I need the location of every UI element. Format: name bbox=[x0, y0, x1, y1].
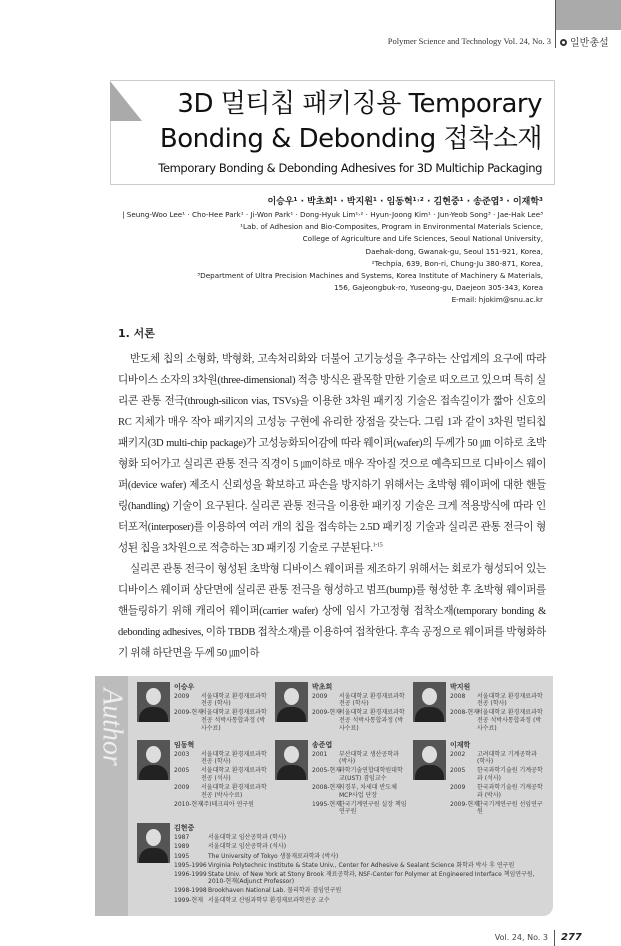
author-record bbox=[174, 897, 545, 905]
author-profiles-wide bbox=[137, 823, 545, 905]
record-year: 1999-현재 bbox=[174, 896, 204, 904]
record-description: 서울대학교 환경재료과학전공 석박사통합과정 (박사수료) bbox=[339, 709, 405, 732]
author-info bbox=[312, 740, 407, 818]
author-record bbox=[174, 834, 545, 842]
person-head-icon bbox=[422, 688, 437, 705]
author-record bbox=[174, 767, 269, 782]
record-year: 2009-현재 bbox=[174, 709, 204, 717]
author-box bbox=[128, 676, 553, 916]
author-photo bbox=[413, 740, 446, 780]
reference-superscript: 1-15 bbox=[372, 542, 383, 549]
divider bbox=[110, 121, 111, 184]
person-head-icon bbox=[146, 746, 161, 763]
title-line-1: 3D 멀티칩 패키징용 Temporary bbox=[177, 89, 542, 119]
title-line-2: Bonding & Debonding 접착소재 bbox=[159, 124, 542, 154]
record-year: 1998-1998 bbox=[174, 887, 207, 895]
record-description: 서울대학교 환경재료과학전공 석박사통합과정 (박사수료) bbox=[477, 709, 543, 732]
author-names-korean: 이승우¹ · 박초희¹ · 박지원¹ · 임동혁¹˒² · 김현중¹ · 송준엽³ · 이재학³ bbox=[267, 197, 543, 207]
affiliation: Daehak-dong, Gwanak-gu, Seoul 151-921, Korea, bbox=[365, 246, 543, 256]
author-name: 송준엽 bbox=[312, 740, 333, 749]
record-year: 2009 bbox=[312, 692, 328, 700]
person-body-icon bbox=[277, 765, 306, 780]
author-record bbox=[312, 751, 407, 766]
author-record bbox=[174, 751, 269, 766]
record-description: 한국과학기술원 기계공학과 (석사) bbox=[477, 767, 543, 782]
author-record bbox=[174, 887, 545, 895]
author-name: 임동혁 bbox=[174, 740, 195, 749]
affiliation: College of Agriculture and Life Sciences, Seoul National University, bbox=[302, 234, 543, 244]
author-photo bbox=[137, 823, 170, 863]
record-description: 서울대학교 환경재료과학전공 (학사) bbox=[477, 692, 543, 708]
record-year: 2009-현재 bbox=[450, 800, 480, 808]
record-description: 한국과학기술원 기계공학과 (박사) bbox=[477, 783, 543, 799]
record-description: 서울대학교 환경재료과학전공 (학사) bbox=[201, 750, 267, 766]
record-year: 2008-현재 bbox=[312, 783, 342, 791]
divider bbox=[554, 930, 555, 946]
author-info bbox=[174, 682, 269, 734]
author-record bbox=[312, 784, 407, 799]
record-year: 2003 bbox=[174, 750, 190, 758]
author-profile bbox=[413, 740, 545, 818]
record-year: 2009-현재 bbox=[312, 709, 342, 717]
record-year: 1996-1999 bbox=[174, 870, 207, 878]
record-description: 과학기술연합대학원대학교(UST) 겸임교수 bbox=[339, 767, 403, 782]
record-year: 1987 bbox=[174, 834, 190, 842]
record-description: 서울대학교 환경재료과학전공 석박사통합과정 (박사수료) bbox=[201, 709, 267, 732]
section-tag bbox=[560, 34, 609, 49]
person-body-icon bbox=[139, 765, 168, 780]
record-description: (주)테크피아 연구원 bbox=[201, 800, 254, 808]
record-description: 부산대학교 생산공학과 (박사) bbox=[339, 750, 399, 766]
record-description: Brookhaven National Lab. 물리학과 겸임연구원 bbox=[208, 887, 342, 895]
email: E-mail: hjokim@snu.ac.kr bbox=[451, 295, 543, 305]
record-year: 2001 bbox=[312, 750, 328, 758]
author-record bbox=[174, 862, 545, 870]
author-info bbox=[174, 823, 545, 905]
record-year: 1995-현재 bbox=[312, 800, 342, 808]
affiliation: ²Techpia, 639, Bon-ri, Chung-Ju 380-871, Korea, bbox=[371, 258, 543, 268]
author-profile bbox=[275, 682, 407, 734]
record-description: 서울대학교 환경재료과학전공 (학사) bbox=[339, 692, 405, 708]
affiliation: ³Department of Ultra Precision Machines and Systems, Korea Institute of Machinery & Materials, bbox=[197, 271, 543, 281]
author-photo bbox=[275, 682, 308, 722]
author-label: Author bbox=[96, 687, 128, 766]
record-year: 2002 bbox=[450, 750, 466, 758]
author-info bbox=[450, 682, 545, 734]
record-year: 2009 bbox=[174, 783, 190, 791]
record-description: 서울대학교 임산공학과 (학사) bbox=[208, 834, 287, 842]
author-record bbox=[450, 784, 545, 799]
author-record bbox=[312, 801, 407, 816]
author-record bbox=[174, 843, 545, 851]
author-record bbox=[450, 767, 545, 782]
author-block bbox=[95, 195, 555, 307]
author-profile bbox=[413, 682, 545, 734]
section-heading: 1. 서론 bbox=[118, 326, 155, 340]
record-year: 2005 bbox=[174, 767, 190, 775]
section-tab-block bbox=[555, 0, 621, 30]
author-photo bbox=[275, 740, 308, 780]
author-name: 박초희 bbox=[312, 682, 333, 691]
paragraph-text: 반도체 칩의 소형화, 박형화, 고속처리화와 더불어 고기능성을 추구하는 산업계의 요구에 따라 디바이스 소자의 3차원(three-dimensional) 적층 방식은 괄목할 만한 기술로 떠오르고 있으며 특히 실리콘 관통 전극(through-silicon vias, TSVs)을 이용한 3차원 패키징 기술은 접속길이가 짧아 신호의 RC 지체가 매우 작아 패키지의 고성능 구현에 유리한 장점을 갖는다. 그림 1과 같이 3차원 멀티칩 패키지(3D multi-chip package)가 고성능화되어감에 따라 웨이퍼(wafer)의 두께가 50 ㎛ 이하로 초박형화 되어가고 실리콘 관통 전극 직경이 5 ㎛이하로 매우 작아질 것으로 예측되므로 디바이스 웨이퍼(device wafer) 제조시 신뢰성을 확보하고 파손을 방지하기 위해서는 초박형 웨이퍼에 대한 핸들링(handling) 기술이 요구된다. 실리콘 관통 전극을 이용한 패키징 기술은 크게 적용방식에 따라 인터포저(interposer)를 이용하여 여러 개의 칩을 접속하는 2.5D 패키징 기술과 실리콘 관통 전극이 형성된 칩을 3차원으로 적층하는 3D 패키징 기술로 구분된다. bbox=[118, 353, 546, 554]
affiliation: 156, Gajeongbuk-ro, Yuseong-gu, Daejeon 305-343, Korea bbox=[334, 283, 543, 293]
record-description: 지경부, 차세대 반도체 MCP사업 단장 bbox=[339, 783, 397, 799]
record-description: 한국기계연구원 선임연구원 bbox=[477, 800, 543, 816]
record-year: 2008-현재 bbox=[450, 709, 480, 717]
author-record bbox=[450, 801, 545, 816]
author-photo bbox=[413, 682, 446, 722]
person-head-icon bbox=[146, 829, 161, 846]
author-record bbox=[312, 693, 407, 708]
author-info bbox=[450, 740, 545, 818]
record-year: 2008 bbox=[450, 692, 466, 700]
author-section bbox=[95, 676, 553, 916]
author-profiles bbox=[137, 682, 545, 818]
author-record bbox=[174, 784, 269, 799]
author-record bbox=[450, 751, 545, 766]
person-head-icon bbox=[284, 746, 299, 763]
author-strip bbox=[95, 676, 128, 916]
title-box bbox=[110, 80, 555, 185]
author-record bbox=[174, 709, 269, 732]
record-year: 2009 bbox=[174, 692, 190, 700]
person-head-icon bbox=[146, 688, 161, 705]
author-name: 이승우 bbox=[174, 682, 195, 691]
body-text bbox=[118, 349, 546, 664]
article-title bbox=[152, 87, 542, 157]
page-column bbox=[95, 80, 582, 946]
paragraph bbox=[118, 349, 546, 559]
journal-header: Polymer Science and Technology Vol. 24, No. 3 bbox=[387, 36, 551, 46]
author-photo bbox=[137, 682, 170, 722]
record-description: The University of Tokyo 생물재료과학과 (박사) bbox=[208, 852, 339, 860]
affiliation: ¹Lab. of Adhesion and Bio-Composites, Program in Environmental Materials Science, bbox=[240, 222, 543, 232]
record-description: Virginia Polytechnic Institute & State Univ., Center for Adhesive & Sealant Science 화학과 박사 후 연구원 bbox=[208, 861, 515, 869]
circle-bullet-icon bbox=[560, 39, 567, 46]
record-year: 2005 bbox=[450, 767, 466, 775]
author-name: 이재학 bbox=[450, 740, 471, 749]
record-year: 1995-1996 bbox=[174, 861, 207, 869]
author-name: 김현중 bbox=[174, 824, 195, 833]
author-record bbox=[174, 853, 545, 861]
person-body-icon bbox=[277, 707, 306, 722]
person-body-icon bbox=[415, 707, 444, 722]
paragraph: 실리콘 관통 전극이 형성된 초박형 디바이스 웨이퍼를 제조하기 위해서는 회로가 형성되어 있는 디바이스 웨이퍼 상단면에 실리콘 관통 전극을 형성하고 범프(bump)를 형성한 후 초박형 웨이퍼를 핸들링하기 위해 캐리어 웨이퍼(carrier wafer) 상에 임시 가고정형 접착소재(temporary bonding & debonding adhesives, 이하 TBDB 접착소재)를 이용하여 접착한다. 후속 공정으로 웨이퍼를 박형화하기 위해 하단면을 두께 50 ㎛이하 bbox=[118, 563, 546, 659]
section-label: 일반총설 bbox=[570, 38, 609, 49]
person-head-icon bbox=[284, 688, 299, 705]
record-description: 서울대학교 산림과학부 환경재료과학전공 교수 bbox=[208, 896, 330, 904]
person-body-icon bbox=[139, 707, 168, 722]
author-profile bbox=[137, 740, 269, 818]
author-photo bbox=[137, 740, 170, 780]
record-year: 2005-현재 bbox=[312, 767, 342, 775]
author-record bbox=[174, 871, 545, 886]
author-record bbox=[450, 709, 545, 732]
article-subtitle: Temporary Bonding & Debonding Adhesives for 3D Multichip Packaging bbox=[158, 161, 542, 175]
record-year: 2009 bbox=[450, 783, 466, 791]
author-record bbox=[174, 801, 269, 809]
author-record bbox=[312, 709, 407, 732]
record-description: State Univ. of New York at Stony Brook 재료공학과, NSF-Center for Polymer at Engineered Interface 책임연구원, 2010-현재(Adjunct Professor) bbox=[208, 870, 535, 886]
record-description: 서울대학교 환경재료과학전공 (학사) bbox=[201, 692, 267, 708]
author-names-english: | Seung-Woo Lee¹ · Cho-Hee Park¹ · Ji-Won Park¹ · Dong-Hyuk Lim¹˒² · Hyun-Joong Kim¹ · Jun-Yeob Song³ · Jae-Hak Lee³ bbox=[122, 210, 543, 219]
divider bbox=[555, 0, 556, 48]
record-description: 고려대학교 기계공학과 (학사) bbox=[477, 750, 537, 766]
author-info bbox=[312, 682, 407, 734]
person-body-icon bbox=[415, 765, 444, 780]
record-description: 서울대학교 환경재료과학전공 (박사수료) bbox=[201, 783, 267, 799]
author-profile bbox=[137, 823, 545, 905]
author-profile bbox=[275, 740, 407, 818]
record-year: 1989 bbox=[174, 843, 190, 851]
author-profile bbox=[137, 682, 269, 734]
person-head-icon bbox=[422, 746, 437, 763]
author-record bbox=[450, 693, 545, 708]
footer-volume: Vol. 24, No. 3 bbox=[494, 933, 548, 943]
record-year: 2010-현재 bbox=[174, 800, 204, 808]
author-record bbox=[174, 693, 269, 708]
author-info bbox=[174, 740, 269, 818]
record-description: 한국기계연구원 실장 책임연구원 bbox=[339, 800, 407, 816]
record-description: 서울대학교 환경재료과학전공 (석사) bbox=[201, 767, 267, 782]
footer bbox=[95, 930, 582, 946]
page-number: 277 bbox=[561, 932, 582, 944]
person-body-icon bbox=[139, 848, 168, 863]
author-record bbox=[312, 767, 407, 782]
folded-corner-icon bbox=[110, 81, 142, 121]
record-description: 서울대학교 임산공학과 (석사) bbox=[208, 843, 287, 851]
author-name: 박지원 bbox=[450, 682, 471, 691]
record-year: 1995 bbox=[174, 852, 190, 860]
